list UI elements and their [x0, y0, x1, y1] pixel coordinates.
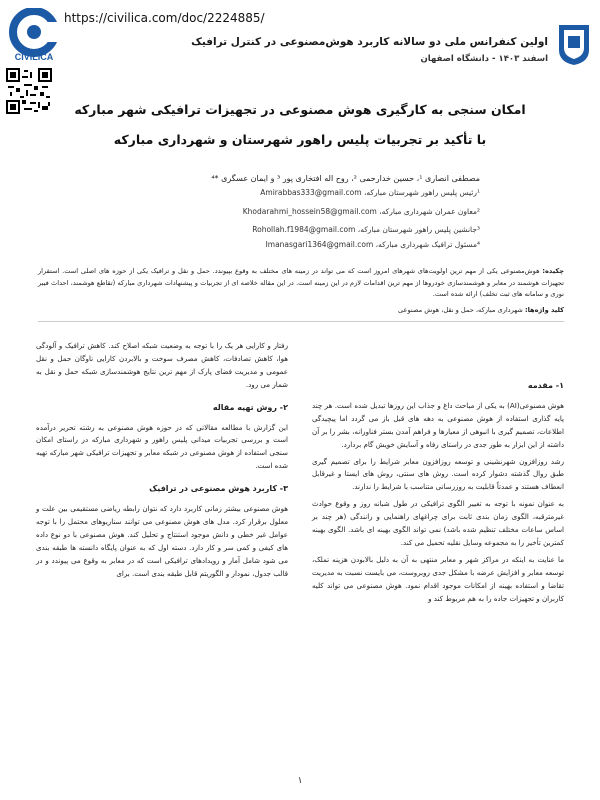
abstract-text: هوش‌مصنوعی یکی از مهم ترین اولویت‌های شهرهای امروز است که می تواند در زمینه های مختلف به وقوع بپیوندد. حمل و نقل و ترافیک یکی از حوزه های اصلی است. استقرار تجهیزات هوشمند در معابر و هوشمندسازی خودروها از مهم ترین اقدامات لازم در این زمینه است. در این مقاله خلاصه ای از تجربیات و پیشنهادات شهرداری مبارکه (تقاطع هوشمند، احداث فیبر نوری و سامانه های ثبت تخلف) ارائه شده است. [38, 267, 564, 298]
keywords-label: کلید واژه‌ها: [524, 306, 564, 314]
affiliation-2 [243, 207, 480, 216]
paragraph: رشد روزافزون شهرنشینی و توسعه روزافزون معابر شرایط را برای تصمیم گیری طبق روال گذشته دشوار کرده است. روش های سنتی، روش های ایستا و غیرقابل انعطاف هستند و عمدتاً قابلیت به روزرسانی متناسب با شرایط را ندارند. [312, 456, 564, 492]
affiliation-4 [266, 240, 480, 249]
section-heading: ۱- مقدمه [527, 381, 564, 390]
affiliation-text: ⁴مسئول ترافیک شهرداری مبارکه، [375, 240, 480, 249]
paragraph: هوش مصنوعی(AI) به یکی از مباحث داغ و جذاب این روزها تبدیل شده است. هر چند پایه گذاری استفاده از هوش مصنوعی به دهه های قبل باز می گردد اما پیچیدگی اطلاعات، تصمیم گیری با انبوهی از معیارها و فراهم آمدن بستر فناورانه، بشر را بر آن داشته از این ابزار به طور جدی در راستای رفاه و آسایش خویش گام بردارد. [312, 400, 564, 449]
affiliation-email: Khodarahmi_hossein58@gmail.com [242, 207, 377, 216]
divider [38, 321, 564, 322]
author-list: مصطفی انصاری ¹، حسین خدارحمی ²، روح اله افتخاری پور ³ و ایمان عسگری *⁴ [211, 174, 480, 183]
abstract [38, 266, 564, 301]
civilica-logo-text: CIVILICA [14, 52, 54, 62]
document-url-link[interactable]: https://civilica.com/doc/2224885/ [64, 11, 265, 25]
conference-title: اولین کنفرانس ملی دو سالانه کاربرد هوش‌مصنوعی در کنترل ترافیک [191, 36, 548, 48]
paper-title-line1: امکان سنجی به کارگیری هوش مصنوعی در تجهیزات ترافیکی شهر مبارکه [74, 102, 526, 117]
abstract-label: چکیده: [542, 267, 564, 275]
paragraph: ما عنایت به اینکه در مراکز شهر و معابر منتهی به آن به دلیل بالابودن هزینه تملک، توسعه معابر و افزایش عرضه با مشکل جدی روبروست، می بایست نسبت به مدیریت تقاضا و استفاده بهینه از امکانات موجود اقدام نمود. هوش مصنوعی می تواند کلیه کاربران و تجهیزات جاده را به هم مربوط کند و [312, 554, 564, 603]
section-heading: ۲- روش تهیه مقاله [212, 402, 288, 412]
keywords-text: شهرداری مبارکه، حمل و نقل، هوش مصنوعی [398, 306, 523, 314]
right-column [312, 380, 564, 610]
paragraph: به عنوان نمونه با توجه به تغییر الگوی ترافیکی در طول شبانه روز و وقوع حوادث غیرمترقبه، الگوی زمان بندی ثابت برای چراغهای راهنمایی و رانندگی (هر چند بر اساس ساعات مختلف تنظیم شده باشد) نمی تواند الگوی بهینه ای باشد. الگوی بهینه کمترین تأخیر را به مجموعه وسایل نقلیه تحمیل می کند. [312, 499, 564, 547]
conference-date-venue: اسفند ۱۴۰۳ - دانشگاه اصفهان [420, 54, 548, 64]
affiliation-text: ¹رئیس پلیس راهور شهرستان مبارکه، [363, 188, 480, 197]
paragraph: این گزارش با مطالعه مقالاتی که در حوزه هوش مصنوعی به رشته تحریر درآمده است و بررسی تجربیات میدانی پلیس راهور و شهرداری مبارکه در راستای امکان سنجی استفاده از هوش مصنوعی در شبکه معابر و تجهیزات ترافیکی شهر مبارکه تهیه شده است. [36, 422, 288, 471]
paragraph: رفتار و کارایی هر یک را با توجه به وضعیت شبکه اصلاح کند. کاهش ترافیک و آلودگی هوا، کاهش تصادفات، کاهش مصرف سوخت و بالابردن کارایی ناوگان حمل و نقل عمومی و مدیریت فضای پارک از مهم ترین نتایج هوشمندسازی شبکه حمل و نقل به شمار می رود. [36, 341, 288, 389]
page-number: ۱ [297, 776, 303, 786]
civilica-logo[interactable] [6, 8, 62, 66]
affiliation-text: ³جانشین پلیس راهور شهرستان مبارکه، [357, 225, 480, 234]
keywords [38, 306, 564, 314]
affiliation-email: Amirabbas333@gmail.com [260, 188, 362, 197]
left-column [36, 340, 288, 585]
section-heading: ۳- کاربرد هوش مصنوعی در ترافیک [149, 484, 288, 494]
affiliation-text: ²معاون عمران شهرداری مبارکه، [379, 207, 480, 216]
conference-logo [556, 22, 592, 66]
affiliation-email: Imanasgari1364@gmail.com [265, 240, 374, 249]
affiliation-email: Rohollah.f1984@gmail.com [252, 225, 356, 234]
affiliation-1 [260, 188, 480, 197]
paragraph: هوش مصنوعی بیشتر زمانی کاربرد دارد که نتوان رابطه ریاضی مستقیمی بین علت و معلول برقرار کرد. مدل های هوش مصنوعی می توانند سناریوهای محتمل را با توجه عوامل غیر خطی و دانش موجود استنتاج و تحلیل کند. هوش مصنوعی با دو نوع داده های کیفی و کمی سر و کار دارد. دسته اول که به عنوان پایگاه دانسته ها طبقه بندی می شود شامل آمار و رویدادهای ترافیکی است که در معابر به وقوع می پیوندد و در قالب جدول، نمودار و الگوریتم قابل طبقه بندی است. برای [36, 504, 288, 578]
affiliation-3 [252, 225, 480, 234]
paper-title-line2: با تأکید بر تجربیات پلیس راهور شهرستان و شهرداری مبارکه [113, 132, 487, 147]
